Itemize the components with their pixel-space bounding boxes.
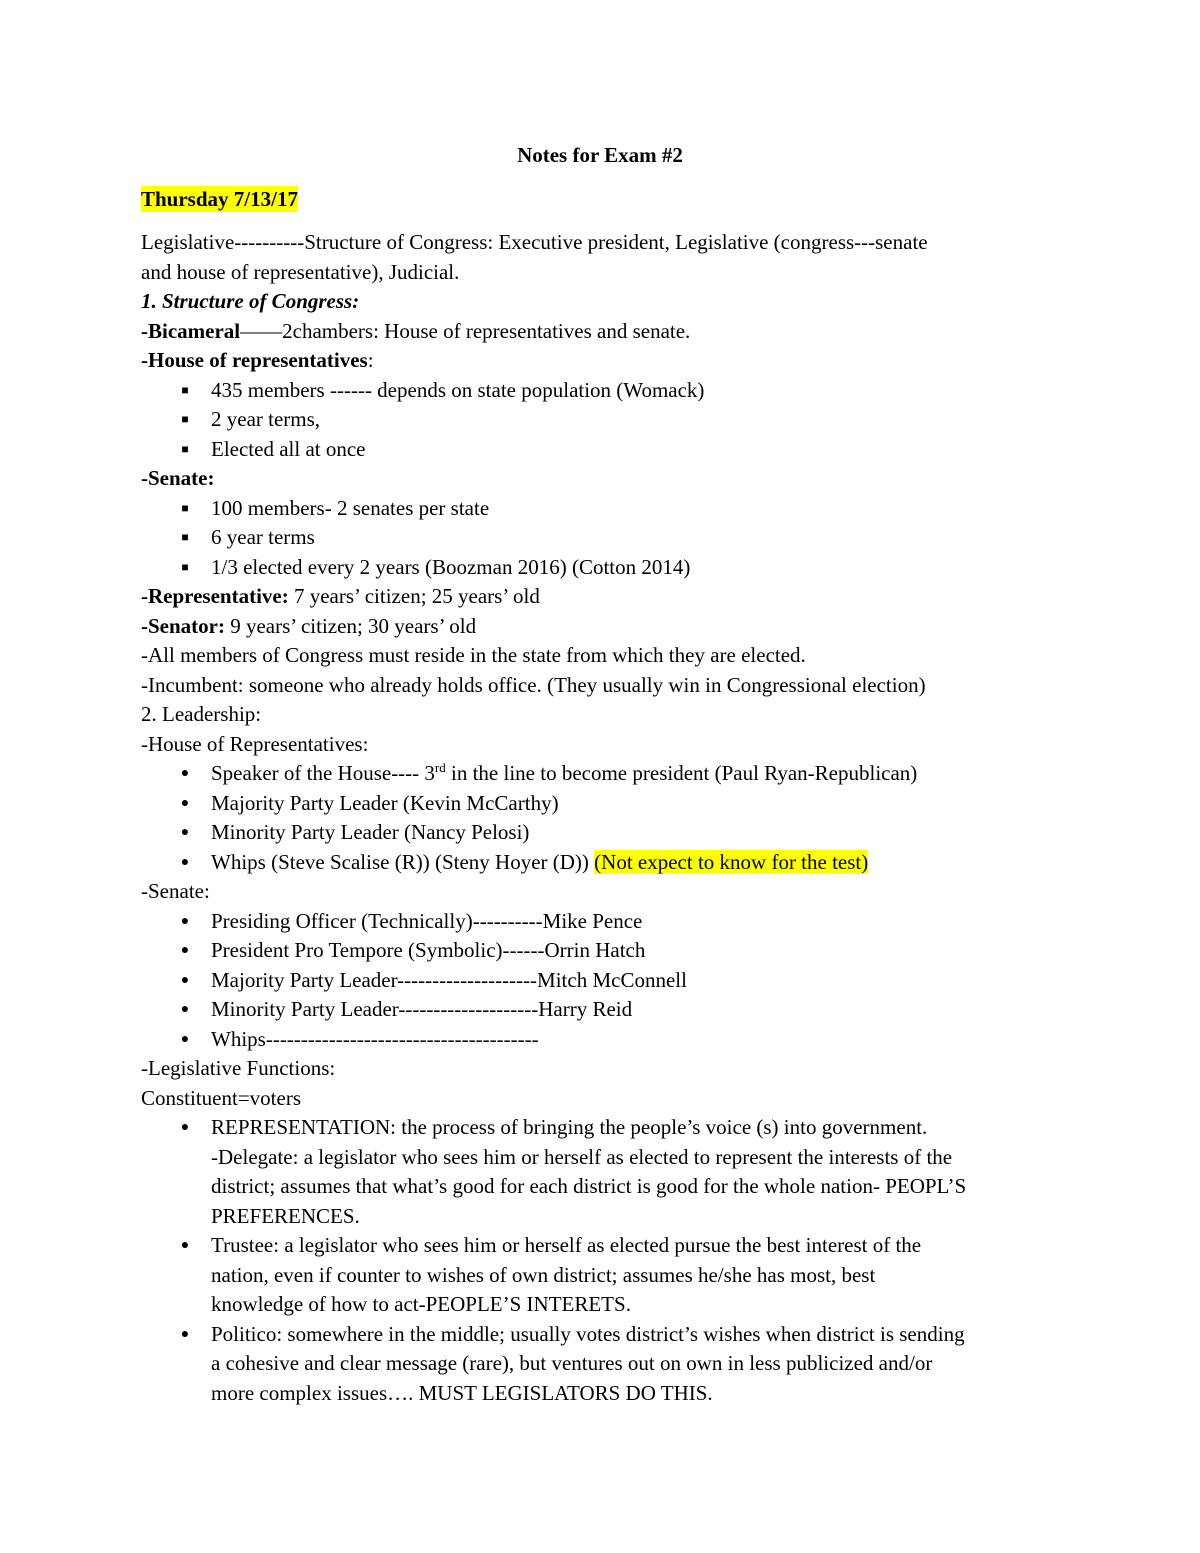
house-label: -House of representatives [141,348,368,372]
representation-line-2: -Delegate: a legislator who sees him or herself as elected to represent the interests of the [211,1144,953,1169]
square-bullet-icon: ■ [181,441,189,456]
page-title: Notes for Exam #2 [517,143,683,167]
round-bullet-icon: ● [180,1238,190,1253]
trustee-line-1: Trustee: a legislator who sees him or herself as elected pursue the best interest of the [211,1233,922,1257]
intro-line-2: and house of representative), Judicial. [141,259,460,284]
square-bullet-icon: ■ [181,559,189,574]
list-item-politico [141,1320,1081,1409]
house-leaders-list [141,759,1081,877]
square-bullet-icon: ■ [181,382,189,397]
senate-list [141,494,1081,583]
bicameral-line [141,317,1081,347]
square-bullet-icon: ■ [181,530,189,544]
representation-line-1: REPRESENTATION: the process of bringing the people’s voice (s) into government. [211,1115,928,1139]
notes-body [141,186,1081,1408]
list-item-representation [141,1113,1081,1231]
round-bullet-icon: ● [180,1031,190,1047]
section-leadership-heading: 2. Leadership: [141,702,262,726]
list-item-text: Elected all at once [211,436,366,461]
politico-line-3: more complex issues…. MUST LEGISLATORS DO THIS. [211,1380,713,1405]
list-item [141,848,1081,878]
politico-line-2: a cohesive and clear message (rare), but ventures out on own in less publicized and/or [211,1351,933,1375]
square-bullet-icon: ■ [181,500,189,515]
intro-line-1: Legislative----------Structure of Congress: Executive president, Legislative (congress---senate [141,230,928,254]
list-item-text: Majority Party Leader (Kevin McCarthy) [211,790,559,815]
round-bullet-icon: ● [180,1120,190,1135]
list-item [141,523,1081,553]
list-item-text: Whips--------------------------------------- [211,1026,539,1051]
senator-line [141,612,1081,642]
list-item-text: 435 members ------ depends on state population (Womack) [211,377,705,402]
representative-line [141,582,1081,612]
round-bullet-icon: ● [180,972,190,988]
round-bullet-icon: ● [180,943,190,958]
list-item-text: 6 year terms [211,525,315,549]
round-bullet-icon: ● [180,913,190,929]
functions-heading: -Legislative Functions: [141,1056,336,1080]
list-item-trustee [141,1231,1081,1320]
representation-line-3: district; assumes that what’s good for each district is good for the whole nation- PEOPL’S [211,1174,967,1198]
list-item [141,376,1081,406]
speaker-text-end: in the line to become president (Paul Ryan-Republican) [445,761,918,785]
list-item [141,966,1081,996]
list-item-text: Majority Party Leader--------------------Mitch McConnell [211,967,687,992]
house-list [141,376,1081,465]
whips-text: Whips (Steve Scalise (R)) (Steny Hoyer (D)) [211,849,595,874]
reside-line: -All members of Congress must reside in the state from which they are elected. [141,643,806,667]
representation-line-4: PREFERENCES. [211,1203,360,1228]
list-item-text: 2 year terms, [211,407,321,431]
round-bullet-icon: ● [180,825,190,840]
house-heading [141,346,1081,376]
section-structure-heading: 1. Structure of Congress: [141,289,360,313]
constituent-line: Constituent=voters [141,1085,302,1110]
date-heading: Thursday 7/13/17 [141,187,298,211]
list-item [141,936,1081,966]
politico-line-1: Politico: somewhere in the middle; usually votes district’s wishes when district is sending [211,1321,965,1346]
list-item-text: 100 members- 2 senates per state [211,495,490,520]
list-item [141,759,1081,789]
speaker-text: Speaker of the House---- 3 [211,761,435,785]
senate-leaders-list [141,907,1081,1055]
round-bullet-icon: ● [180,854,190,870]
bicameral-text: ——2chambers: House of representatives and senate. [240,318,691,343]
list-item-text: 1/3 elected every 2 years (Boozman 2016) (Cotton 2014) [211,554,691,579]
list-item [141,405,1081,435]
list-item [141,907,1081,937]
trustee-line-2: nation, even if counter to wishes of own district; assumes he/she has most, best [211,1262,876,1287]
highlighted-note: (Not expect to know for the test) [594,849,869,874]
functions-list [141,1113,1081,1408]
round-bullet-icon: ● [180,766,190,781]
list-item-text: Presiding Officer (Technically)----------Mike Pence [211,908,643,933]
list-item-text: President Pro Tempore (Symbolic)------Orrin Hatch [211,938,646,962]
round-bullet-icon: ● [180,1326,190,1342]
list-item [141,818,1081,848]
list-item [141,1025,1081,1055]
square-bullet-icon: ■ [181,412,189,426]
bicameral-label: -Bicameral [141,318,241,343]
senate-leaders-heading: -Senate: [141,879,210,903]
list-item-text: Minority Party Leader (Nancy Pelosi) [211,820,530,844]
incumbent-line: -Incumbent: someone who already holds office. (They usually win in Congressional election) [141,672,926,697]
senate-heading: -Senate: [141,466,215,490]
house-leaders-heading: -House of Representatives: [141,731,369,756]
list-item [141,435,1081,465]
list-item [141,494,1081,524]
round-bullet-icon: ● [180,1002,190,1017]
list-item-text: Minority Party Leader--------------------Harry Reid [211,997,633,1021]
senator-label: -Senator: [141,613,225,638]
representative-text: 7 years’ citizen; 25 years’ old [288,584,540,608]
representative-label: -Representative: [141,584,289,608]
round-bullet-icon: ● [180,795,190,811]
list-item [141,995,1081,1025]
list-item [141,553,1081,583]
trustee-line-3: knowledge of how to act-PEOPLE’S INTERETS. [211,1292,631,1316]
list-item [141,789,1081,819]
senator-text: 9 years’ citizen; 30 years’ old [224,613,477,638]
speaker-ordinal: rd [434,760,446,775]
house-suffix: : [367,348,374,372]
